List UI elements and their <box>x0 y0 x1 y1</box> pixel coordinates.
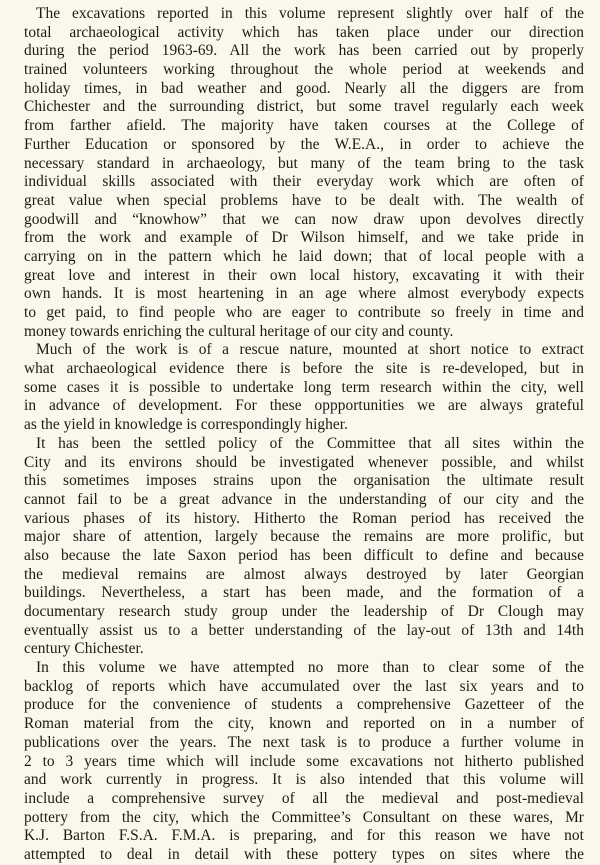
text-line: also because the late Saxon period has been difficult to define and because <box>24 546 584 564</box>
text-line: to get paid, to find people who are eager to contribute so freely in time and <box>24 304 584 321</box>
text-line: major share of attention, largely because the remains are more prolific, but <box>24 528 584 546</box>
text-line: own hands. It is most heartening in an age where almost everybody expects <box>24 285 584 303</box>
text-line: necessary standard in archaeology, but many of the team bring to the task <box>24 154 584 172</box>
text-line: 2 to 3 years time which will include some excavations not hitherto published <box>24 752 584 770</box>
text-line: carrying on in the pattern which he laid down; that of local people with a <box>24 247 584 265</box>
text-line: include a comprehensive survey of all the medieval and post-medieval <box>24 789 584 807</box>
text-line: buildings. Nevertheless, a start has been made, and the formation of a <box>24 584 584 602</box>
text-line: cannot fail to be a great advance in the understanding of our city and the <box>24 490 584 508</box>
text-line: The excavations reported in this volume represent slightly over half of the <box>36 5 584 22</box>
text-line: Roman material from the city, known and reported on in a number of <box>24 715 584 733</box>
text-line: holiday times, in bad weather and good. Nearly all the diggers are from <box>24 79 584 97</box>
text-line: great love and interest in their own local history, excavating it with their <box>24 266 584 284</box>
paragraph-committee-policy <box>24 435 584 659</box>
text-line: publications over the years. The next task is to produce a further volume in <box>24 733 584 751</box>
text-line: money towards enriching the cultural heritage of our city and county. <box>24 322 454 340</box>
text-line: Further Education or sponsored by the W.E.A., in order to achieve the <box>24 135 584 153</box>
text-line: the medieval remains are almost always destroyed by later Georgian <box>24 565 584 583</box>
text-line: as the yield in knowledge is correspondingly higher. <box>24 416 349 434</box>
text-line: various phases of its history. Hitherto the Roman period has received the <box>24 509 584 527</box>
text-line: in advance of development. For these oppportunities we are always grateful <box>24 397 584 415</box>
text-line: K.J. Barton F.S.A. F.M.A. is preparing, and for this reason we have not <box>24 827 584 845</box>
text-line: City and its environs should be investigated whenever possible, and whilst <box>24 453 584 471</box>
text-line: Much of the work is of a rescue nature, mounted at short notice to extract <box>36 341 584 359</box>
text-line: Chichester and the surrounding district, but some travel regularly each week <box>24 98 584 116</box>
text-line: goodwill and “knowhow” that we can now draw upon devolves directly <box>24 210 584 228</box>
text-line: trained volunteers working throughout the whole period at weekends and <box>24 61 584 79</box>
text-line: documentary research study group under the leadership of Dr Clough may <box>24 603 584 620</box>
text-line: from the work and example of Dr Wilson himself, and we take pride in <box>24 229 584 247</box>
text-line: It has been the settled policy of the Committee that all sites within the <box>36 434 584 452</box>
text-line: great value when special problems have to be dealt with. The wealth of <box>24 191 584 209</box>
text-line: In this volume we have attempted no more than to clear some of the <box>36 659 584 677</box>
paragraph-volunteers <box>24 5 584 341</box>
text-line: individual skills associated with their everyday work which are often of <box>24 173 584 191</box>
text-line: during the period 1963-69. All the work has been carried out by properly <box>24 42 584 60</box>
text-line: produce for the convenience of students a comprehensive Gazetteer of the <box>24 696 584 714</box>
text-line: some cases it is possible to undertake long term research within the city, well <box>24 378 584 396</box>
text-line: what archaeological evidence there is before the site is re-developed, but in <box>24 360 584 378</box>
text-line: eventually assist us to a better understanding of the lay-out of 13th and 14th <box>24 621 584 639</box>
text-line: from farther afield. The majority have taken courses at the College of <box>24 117 584 135</box>
text-line: this sometimes imposes strains upon the organisation the ultimate result <box>24 472 584 490</box>
text-line: pottery from the city, which the Committee’s Consultant on these wares, Mr <box>24 808 584 826</box>
text-line: backlog of reports which have accumulated over the last six years and to <box>24 677 584 695</box>
text-line: and work currently in progress. It is also intended that this volume will <box>24 771 584 789</box>
paragraph-this-volume <box>24 659 584 865</box>
paragraph-rescue-work <box>24 341 584 434</box>
text-line: attempted to deal in detail with these pottery types on sites where the <box>24 845 584 863</box>
text-line: total archaeological activity which has taken place under our direction <box>24 23 584 41</box>
text-line: century Chichester. <box>24 640 144 658</box>
